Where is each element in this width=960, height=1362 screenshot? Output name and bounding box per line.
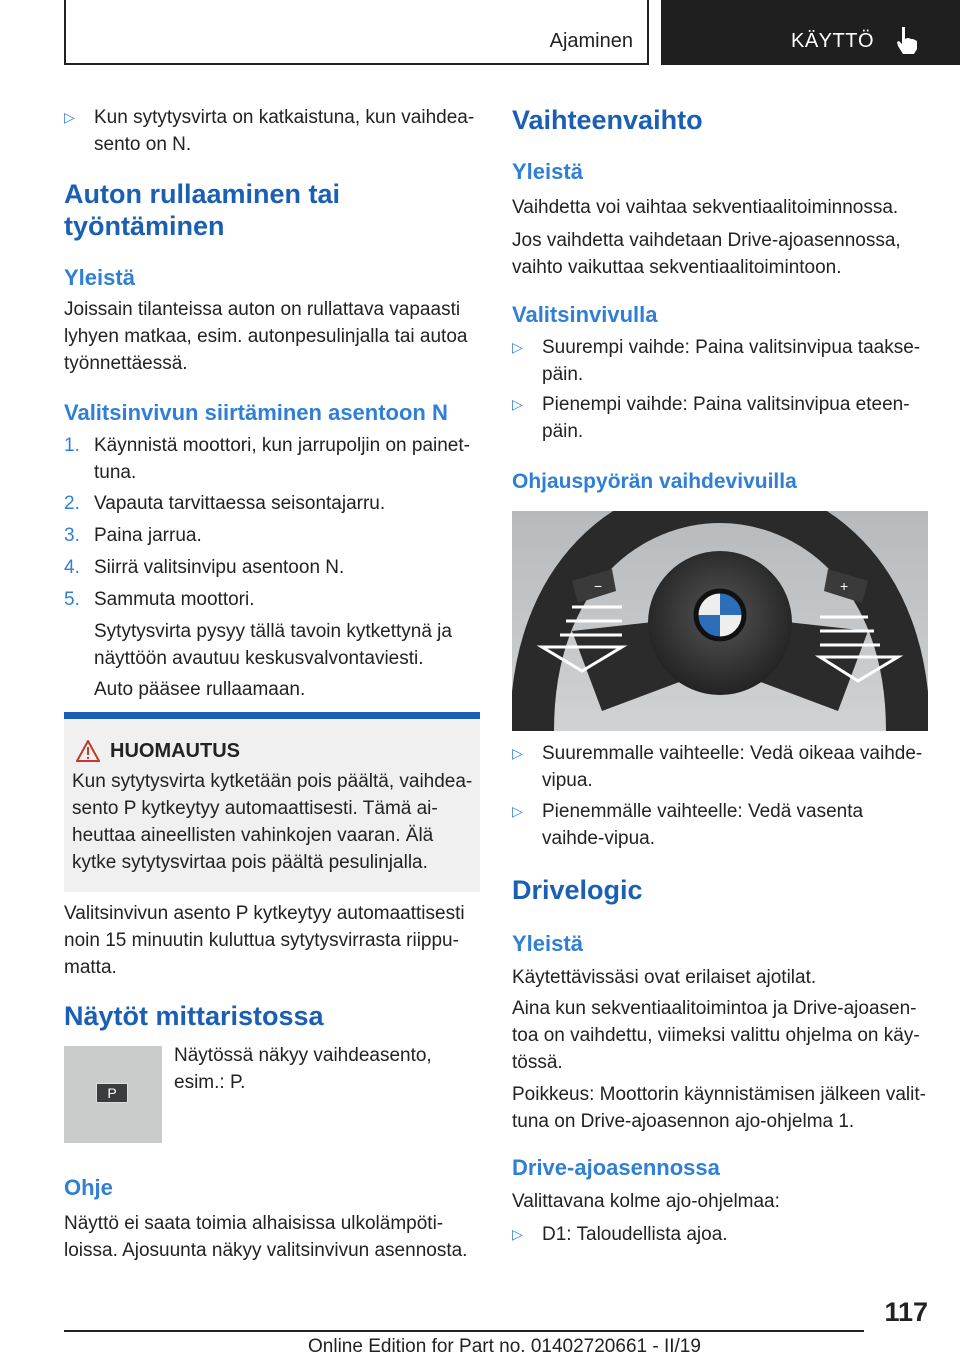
heading-displays: Näytöt mittaristossa	[64, 1001, 324, 1031]
paragraph-shift-general: Jos vaihdetta vaihdetaan Drive-ajoasennossa, vaihto vaikuttaa sekventiaalitoimintoon.	[512, 230, 901, 278]
heading-drive-position: Drive-ajoasennossa	[512, 1155, 720, 1180]
warning-top-bar	[64, 712, 480, 719]
header-chapter-tab	[661, 0, 960, 65]
list-item: 4. Siirrä valitsinvipu asentoon N.	[64, 557, 345, 578]
warning-triangle-icon	[76, 740, 100, 762]
gear-position-indicator: P	[96, 1083, 128, 1103]
triangle-bullet-icon: ▷	[512, 1226, 523, 1242]
heading-selector-lever: Valitsinvivulla	[512, 302, 658, 327]
triangle-bullet-icon: ▷	[64, 109, 75, 125]
warning-title: HUOMAUTUS	[110, 740, 240, 762]
heading-drivelogic: Drivelogic	[512, 875, 643, 905]
pointing-hand-icon	[894, 25, 920, 55]
paragraph-drivelogic: Poikkeus: Moottorin käynnistämisen jälkeen valit‐tuna on Drive-ajoasennon ajo-ohjelma 1.	[512, 1084, 926, 1132]
paragraph-drive-position: Valittavana kolme ajo-ohjelmaa:	[512, 1191, 780, 1212]
paragraph-guide: Näyttö ei saata toimia alhaisissa ulkolämpöti‐loissa. Ajosuunta näkyy valitsinvivun asennosta.	[64, 1213, 468, 1261]
warning-box	[64, 712, 480, 892]
header-section-box	[64, 0, 649, 65]
triangle-bullet-icon: ▷	[512, 339, 523, 355]
paragraph-drivelogic: Käytettävissäsi ovat erilaiset ajotilat.	[512, 967, 817, 988]
list-item: ▷ Kun sytytysvirta on katkaistuna, kun vaihdea‐sento on N.	[64, 104, 480, 158]
list-item: ▷ Suurempi vaihde: Paina valitsinvipua taakse‐päin.	[512, 334, 928, 388]
list-item: 1. Käynnistä moottori, kun jarrupoljin on painet‐tuna.	[64, 435, 470, 483]
page-number: 117	[884, 1297, 928, 1327]
footer-divider	[64, 1330, 864, 1332]
paragraph-general: Joissain tilanteissa auton on rullattava vapaasti lyhyen matkaa, esim. autonpesulinjalla tai autoa työnnettäessä.	[64, 299, 468, 374]
list-item: ▷ Pienempi vaihde: Paina valitsinvipua eteen‐päin.	[512, 391, 928, 445]
steering-wheel-image	[512, 511, 928, 731]
heading-guide: Ohje	[64, 1175, 113, 1200]
list-item: 3. Paina jarrua.	[64, 525, 202, 546]
list-item: ▷ Suuremmalle vaihteelle: Vedä oikeaa vaihde‐vipua.	[512, 740, 928, 794]
display-image	[64, 1046, 162, 1143]
warning-text: Kun sytytysvirta kytketään pois päältä, vaihdea‐sento P kytkeytyy automaattisesti. Tämä ai‐heuttaa aineellisten vahinkojen vaaran. Älä kytke sytytysvirtaa pois päältä pesulinjalla.	[72, 771, 473, 873]
triangle-bullet-icon: ▷	[512, 803, 523, 819]
list-item: ▷ D1: Taloudellista ajoa.	[512, 1221, 928, 1248]
header-chapter-title: KÄYTTÖ	[791, 30, 875, 52]
header-section-title: Ajaminen	[549, 30, 633, 52]
step-note: Auto pääsee rullaamaan.	[94, 679, 306, 700]
paragraph-displays: Näytössä näkyy vaihdeasento, esim.: P.	[174, 1045, 432, 1093]
heading-move-to-n: Valitsinvivun siirtäminen asentoon N	[64, 400, 448, 425]
paragraph-auto-p: Valitsinvivun asento P kytkeytyy automaattisesti noin 15 minuutin kuluttua sytytysvirrasta riippu‐matta.	[64, 903, 465, 978]
heading-general: Yleistä	[64, 265, 135, 290]
heading-general: Yleistä	[512, 159, 583, 184]
paragraph-drivelogic: Aina kun sekventiaalitoimintoa ja Drive-ajoasen‐toa on vaihdettu, viimeksi valittu ohjelma on käy‐tössä.	[512, 998, 920, 1073]
list-item: 2. Vapauta tarvittaessa seisontajarru.	[64, 493, 386, 514]
triangle-bullet-icon: ▷	[512, 396, 523, 412]
heading-gear-shift: Vaihteenvaihto	[512, 105, 703, 135]
heading-general: Yleistä	[512, 931, 583, 956]
paragraph-shift-general: Vaihdetta voi vaihtaa sekventiaalitoiminnossa.	[512, 197, 899, 218]
step-note: Sytytysvirta pysyy tällä tavoin kytkettynä ja näyttöön avautuu keskusvalvontaviesti.	[94, 621, 452, 669]
steering-wheel-illustration	[512, 511, 928, 731]
list-item: 5. Sammuta moottori.	[64, 589, 255, 610]
paddle-minus-label: −	[594, 578, 603, 594]
triangle-bullet-icon: ▷	[512, 745, 523, 761]
heading-rolling: Auton rullaaminen tai työntäminen	[64, 179, 341, 241]
paddle-plus-label: +	[840, 578, 849, 594]
footer-edition: Online Edition for Part no. 01402720661 - II/19	[308, 1336, 701, 1357]
list-item: ▷ Pienemmälle vaihteelle: Vedä vasenta vaihde‐vipua.	[512, 798, 928, 852]
heading-paddles: Ohjauspyörän vaihdevivuilla	[512, 470, 797, 493]
